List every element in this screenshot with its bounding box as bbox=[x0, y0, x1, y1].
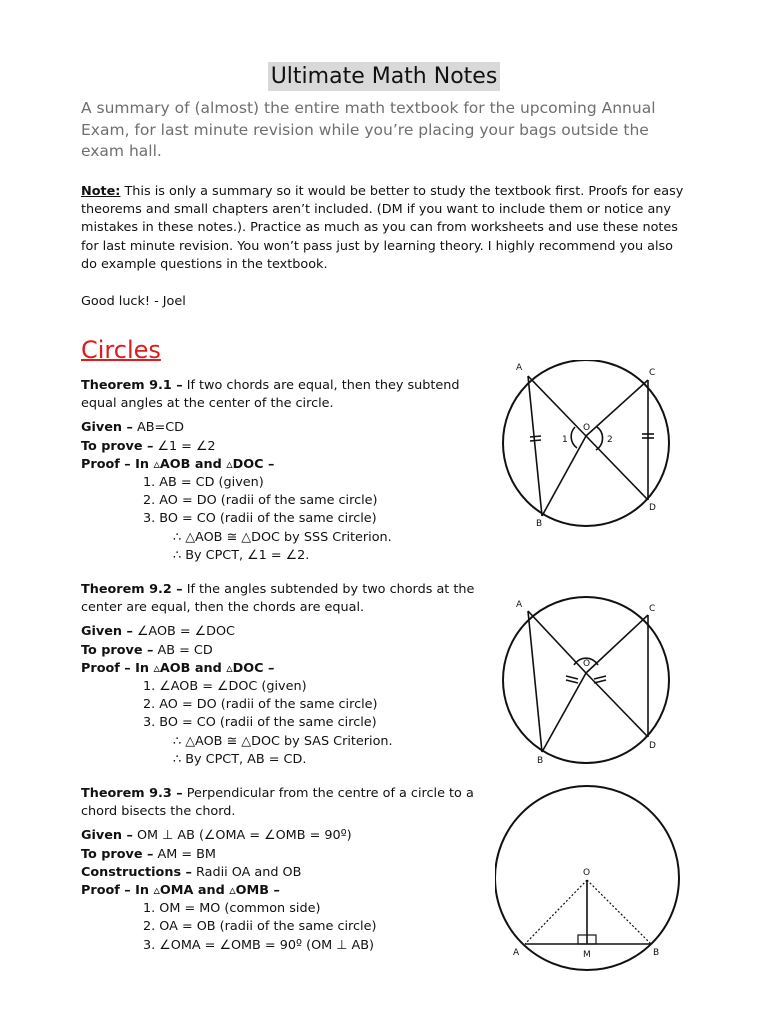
point-label-b: B bbox=[537, 756, 544, 766]
theorem-heading: Theorem 9.2 – bbox=[81, 582, 183, 597]
tick-mark bbox=[530, 440, 541, 441]
point-label-o: O bbox=[583, 868, 591, 878]
proof-conclusion: ∴ By CPCT, ∠1 = ∠2. bbox=[173, 547, 310, 563]
circle-diagram bbox=[495, 784, 685, 974]
given-value: ∠AOB = ∠DOC bbox=[132, 624, 235, 640]
proof-step: 1. OM = MO (common side) bbox=[143, 901, 321, 917]
figure-theorem-9-3 bbox=[495, 784, 685, 974]
proof-step: 1. ∠AOB = ∠DOC (given) bbox=[143, 679, 307, 695]
given-line bbox=[81, 827, 481, 845]
point-label-a: A bbox=[516, 600, 523, 610]
theorem-text: If two chords are equal, then they subtend equal angles at the center of the circle. bbox=[81, 378, 460, 412]
proof-step: 2. AO = DO (radii of the same circle) bbox=[143, 493, 378, 509]
tick-mark bbox=[530, 436, 541, 437]
proof-step: 1. AB = CD (given) bbox=[143, 475, 264, 491]
theorem-9-1 bbox=[81, 377, 481, 565]
proof-step: 3. BO = CO (radii of the same circle) bbox=[143, 511, 377, 527]
point-label-a: A bbox=[516, 363, 523, 373]
proof-step: 3. BO = CO (radii of the same circle) bbox=[143, 715, 377, 731]
given-value: AB=CD bbox=[132, 420, 184, 436]
proof-conclusion: ∴ By CPCT, AB = CD. bbox=[173, 751, 307, 767]
given-value: OM ⊥ AB (∠OMA = ∠OMB = 90º) bbox=[132, 828, 352, 844]
note-label: Note: bbox=[81, 184, 121, 199]
page-title: Ultimate Math Notes bbox=[268, 62, 501, 91]
given-line bbox=[81, 623, 481, 641]
chord-construction bbox=[525, 880, 651, 944]
note-paragraph bbox=[81, 183, 691, 274]
point-label-c: C bbox=[649, 368, 656, 378]
point-label-b: B bbox=[653, 948, 660, 958]
theorem-statement bbox=[81, 581, 481, 617]
proof-label: Proof – In ▵AOB and ▵DOC – bbox=[81, 660, 275, 676]
theorem-text: If the angles subtended by two chords at the center are equal, then the chords are equal. bbox=[81, 582, 475, 616]
point-label-d: D bbox=[649, 503, 656, 513]
radius-bo bbox=[542, 436, 586, 516]
given-label: Given – bbox=[81, 624, 133, 640]
subtitle: A summary of (almost) the entire math textbook for the upcoming Annual Exam, for last minute revision while you’re placing your bags outside the exam hall. bbox=[81, 99, 656, 160]
proof-conclusion: ∴ △AOB ≅ △DOC by SSS Criterion. bbox=[173, 529, 392, 545]
to-prove-line bbox=[81, 846, 481, 864]
chords bbox=[528, 376, 654, 516]
radius-co bbox=[586, 380, 648, 436]
angle-arc-1 bbox=[571, 427, 577, 448]
point-label-c: C bbox=[649, 604, 656, 614]
point-label-o: O bbox=[583, 423, 591, 433]
to-prove-line bbox=[81, 438, 481, 456]
given-label: Given – bbox=[81, 420, 133, 436]
to-prove-label: To prove – bbox=[81, 438, 154, 454]
tick-mark bbox=[566, 676, 578, 679]
title-container bbox=[0, 62, 768, 91]
proof-label: Proof – In ▵AOB and ▵DOC – bbox=[81, 456, 275, 472]
chord-ab bbox=[528, 376, 542, 516]
given-line bbox=[81, 419, 481, 437]
to-prove-value: AM = BM bbox=[153, 846, 216, 862]
given-label: Given – bbox=[81, 828, 133, 844]
section-heading: Circles bbox=[81, 336, 161, 364]
radius-do bbox=[586, 436, 648, 500]
theorem-9-2 bbox=[81, 581, 481, 769]
to-prove-value: AB = CD bbox=[153, 642, 213, 658]
angle-label-2: 2 bbox=[607, 435, 613, 445]
radius-ao bbox=[528, 376, 586, 436]
circle-diagram bbox=[495, 360, 685, 535]
theorem-text: Perpendicular from the centre of a circle to a chord bisects the chord. bbox=[81, 786, 474, 820]
chord-ab bbox=[528, 611, 542, 752]
to-prove-label: To prove – bbox=[81, 642, 154, 658]
to-prove-line bbox=[81, 642, 481, 660]
theorem-statement bbox=[81, 377, 481, 413]
tick-mark bbox=[594, 676, 606, 679]
point-label-a: A bbox=[513, 948, 520, 958]
constructions-value: Radii OA and OB bbox=[191, 864, 302, 880]
point-label-m: M bbox=[583, 950, 591, 960]
angle-label-1: 1 bbox=[562, 435, 568, 445]
radius-bo bbox=[542, 673, 586, 752]
point-label-d: D bbox=[649, 741, 656, 751]
proof-conclusion: ∴ △AOB ≅ △DOC by SAS Criterion. bbox=[173, 733, 393, 749]
circle-outline bbox=[503, 360, 669, 526]
radius-ao bbox=[528, 611, 586, 673]
to-prove-label: To prove – bbox=[81, 846, 154, 862]
figure-theorem-9-2 bbox=[495, 595, 685, 770]
figure-theorem-9-1 bbox=[495, 360, 685, 535]
note-text: This is only a summary so it would be better to study the textbook first. Proofs for easy theorems and small chapters aren’t included. (DM if you want to include them or notice any mistakes in these notes.). Practice as much as you can from worksheets and use these notes for last minute revision. You won’t pass just by learning theory. I highly recommend you also do example questions in the textbook. bbox=[81, 184, 684, 272]
radius-co bbox=[586, 615, 648, 673]
proof-label: Proof – In ▵OMA and ▵OMB – bbox=[81, 883, 280, 899]
point-label-b: B bbox=[536, 519, 543, 529]
to-prove-value: ∠1 = ∠2 bbox=[153, 438, 216, 454]
point-label-o: O bbox=[583, 659, 591, 669]
proof-step: 3. ∠OMA = ∠OMB = 90º (OM ⊥ AB) bbox=[143, 937, 374, 953]
sign-off: Good luck! - Joel bbox=[81, 294, 186, 309]
tick-mark bbox=[594, 680, 606, 683]
chords bbox=[528, 611, 648, 752]
proof-step: 2. AO = DO (radii of the same circle) bbox=[143, 697, 378, 713]
theorem-statement bbox=[81, 785, 481, 821]
constructions-label: Constructions – bbox=[81, 864, 192, 880]
theorem-heading: Theorem 9.3 – bbox=[81, 786, 183, 801]
theorem-heading: Theorem 9.1 – bbox=[81, 378, 183, 393]
tick-mark bbox=[566, 680, 578, 683]
circle-diagram bbox=[495, 595, 685, 770]
constructions-line bbox=[81, 864, 481, 882]
proof-step: 2. OA = OB (radii of the same circle) bbox=[143, 919, 377, 935]
theorem-9-3 bbox=[81, 785, 481, 955]
circle-outline bbox=[503, 597, 669, 763]
